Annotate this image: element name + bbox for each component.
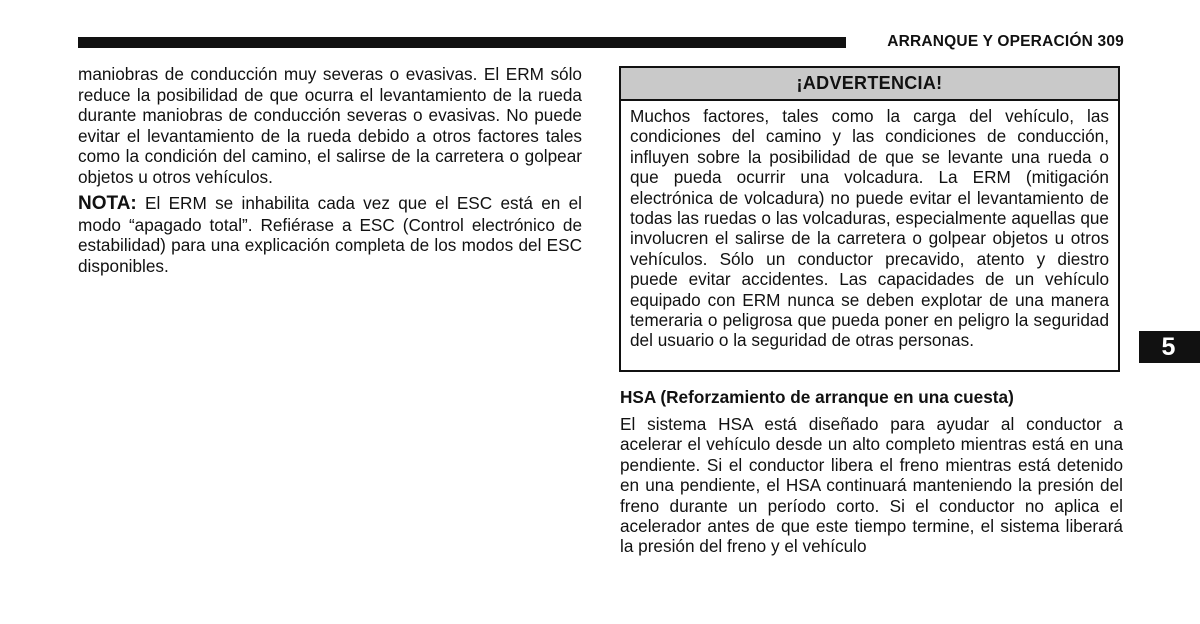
note-label: NOTA:: [78, 193, 137, 214]
hsa-heading: HSA (Reforzamiento de arranque en una cuesta): [620, 387, 1014, 407]
note-paragraph: [78, 193, 582, 276]
warning-body: Muchos factores, tales como la carga del vehículo, las condiciones del camino y las condiciones de conducción, influyen sobre la posibilidad de que se levante una rueda o que pueda ocurrir una volcadura. La ERM (mitigación electrónica de volcadura) no puede evitar el levantamiento de todas las ruedas o las volcaduras, especialmente aquellas que involucren el salirse de la carretera o golpear objetos u otros vehículos. Sólo un conductor precavido, atento y diestro puede evitar accidentes. Las capacidades de un vehículo equipado con ERM nunca se deben explotar de una manera temeraria o peligrosa que pueda poner en peligro la seguridad del usuario o la seguridad de otras personas.: [630, 106, 1109, 351]
chapter-tab: [1139, 331, 1200, 363]
warning-box: [619, 66, 1120, 372]
note-text: El ERM se inhabilita cada vez que el ESC está en el modo “apagado total”. Refiérase a ESC (Control electrónico de estabilidad) para una explicación completa de los modos del ESC disponibles.: [78, 193, 582, 276]
page-header-title: ARRANQUE Y OPERACIÓN 309: [887, 33, 1124, 50]
header-rule: [78, 37, 846, 48]
chapter-number: 5: [1161, 333, 1176, 361]
hsa-paragraph: El sistema HSA está diseñado para ayudar al conductor a acelerar el vehículo desde un alto completo mientras está en una pendiente. Si el conductor libera el freno mientras está detenido en una pendiente, el HSA continuará manteniendo la presión del freno durante un período corto. Si el conductor no aplica el acelerador antes de que este tiempo termine, el sistema liberará la presión del freno y el vehículo: [620, 414, 1123, 557]
erm-paragraph: maniobras de conducción muy severas o evasivas. El ERM sólo reduce la posibilidad de que ocurra el levantamiento de la rueda durante maniobras de conducción severas o evasivas. No puede evitar el levantamiento de la rueda debido a otros factores tales como la condición del camino, el salirse de la carretera o golpear objetos u otros vehículos.: [78, 64, 582, 187]
warning-title: ¡ADVERTENCIA!: [621, 68, 1118, 101]
left-column: [78, 64, 582, 282]
